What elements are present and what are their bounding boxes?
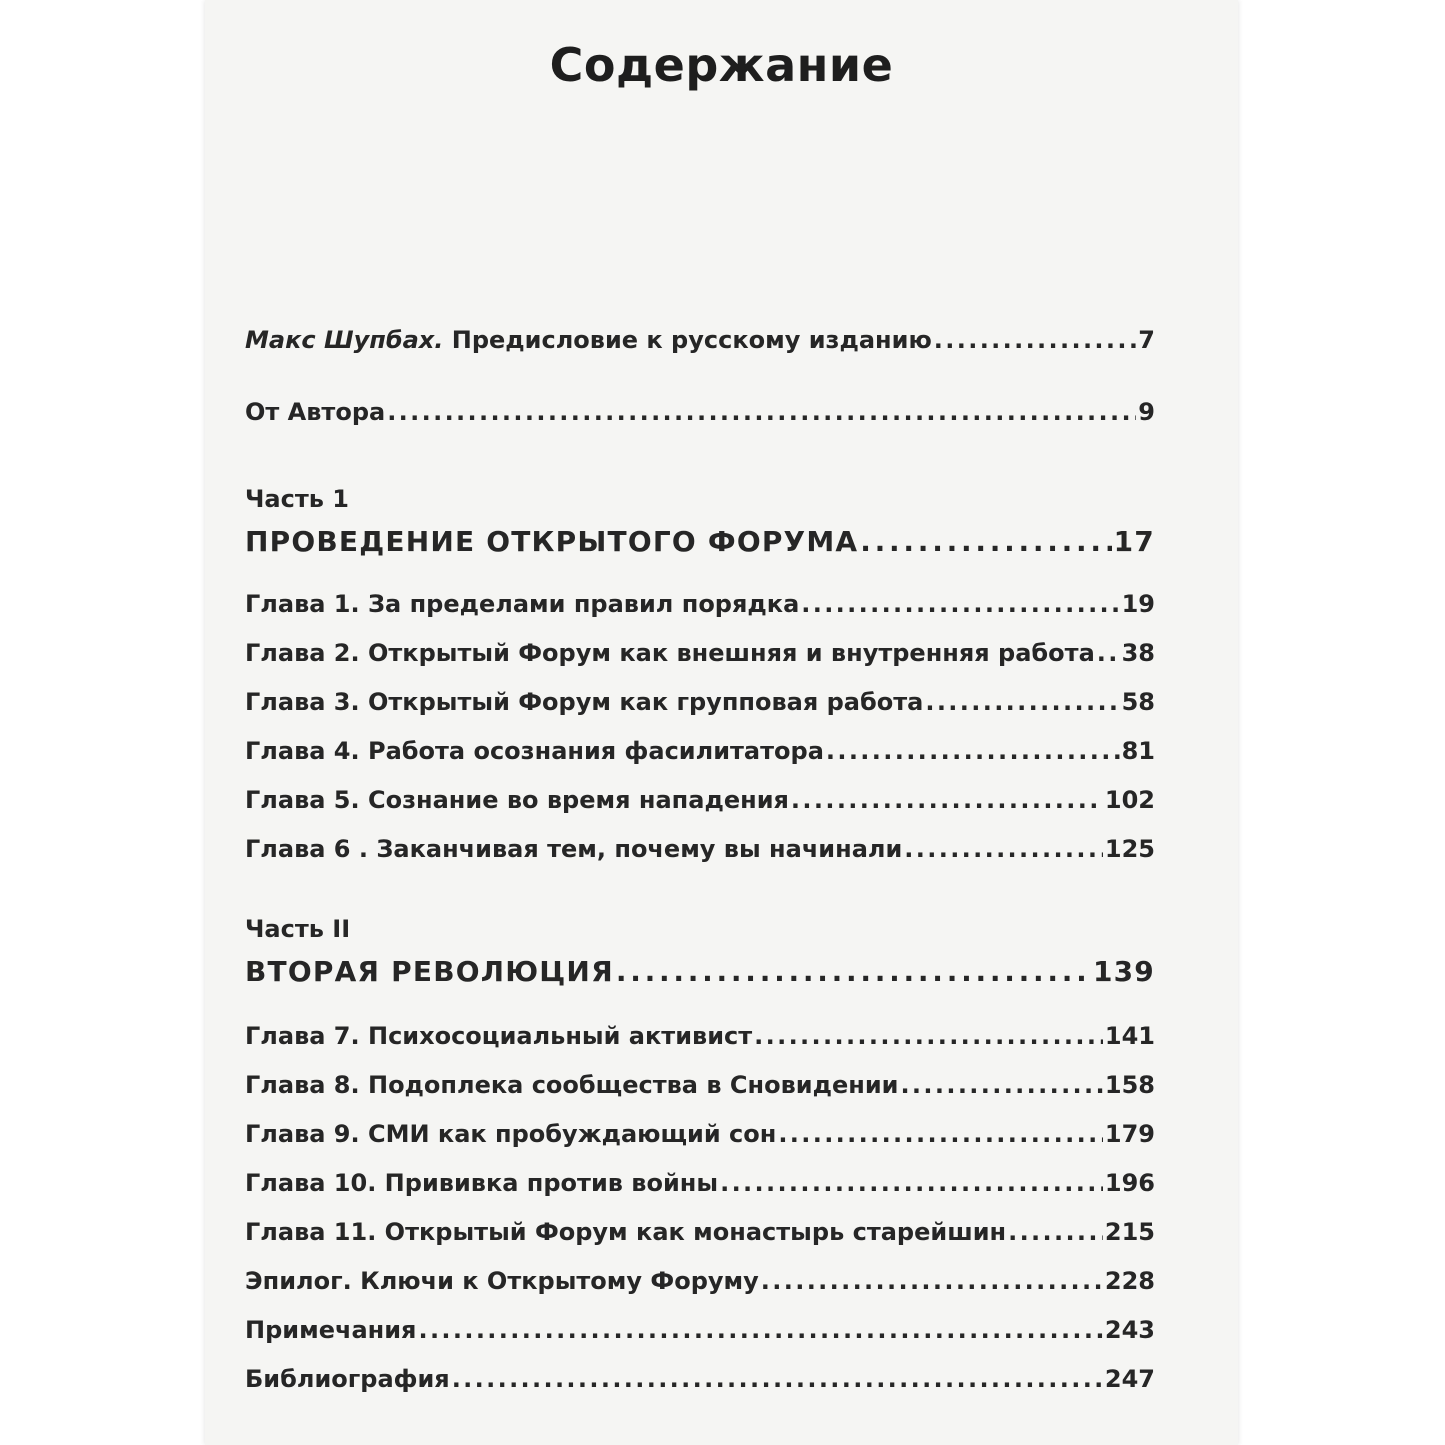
leader-dots [826,737,1120,765]
toc-entry-notes[interactable] [245,1316,1155,1344]
leader-dots [387,398,1136,426]
leader-dots [754,1022,1103,1050]
toc-entry-chapter[interactable] [245,737,1155,765]
part-title: ПРОВЕДЕНИЕ ОТКРЫТОГО ФОРУМА [245,525,859,558]
chapter-title: Глава 9. СМИ как пробуждающий сон [245,1120,777,1148]
leader-dots [801,590,1119,618]
chapter-title: Примечания [245,1316,417,1344]
page-number: 243 [1104,1316,1155,1344]
chapter-title: Глава 5. Сознание во время нападения [245,786,789,814]
toc-entry-epilogue[interactable] [245,1267,1155,1295]
toc-entry-chapter[interactable] [245,1218,1155,1246]
page-number: 102 [1104,786,1155,814]
leader-dots [418,1316,1102,1344]
chapter-title: Глава 10. Прививка против войны [245,1169,719,1197]
leader-dots [761,1267,1103,1295]
page-number: 158 [1104,1071,1155,1099]
page-number: 7 [1138,326,1155,354]
preface-author: Макс Шупбах. [245,326,444,354]
chapter-title: Библиография [245,1365,450,1393]
part2-label: Часть II [245,915,351,943]
toc-entry-chapter[interactable] [245,1022,1155,1050]
toc-entry-chapter[interactable] [245,590,1155,618]
page-number: 38 [1121,639,1155,667]
page-number: 19 [1121,590,1155,618]
toc-entry-chapter[interactable] [245,1169,1155,1197]
leader-dots [925,688,1119,716]
chapter-title: Эпилог. Ключи к Открытому Форуму [245,1267,759,1295]
page-number: 139 [1092,955,1155,988]
toc-entry-from-author[interactable] [245,398,1155,426]
leader-dots [904,835,1103,863]
leader-dots [778,1120,1103,1148]
chapter-title: Глава 4. Работа осознания фасилитатора [245,737,824,765]
leader-dots [791,786,1103,814]
chapter-title: Глава 8. Подоплека сообщества в Сновидении [245,1071,899,1099]
leader-dots [452,1365,1103,1393]
entry-title: От Автора [245,398,386,426]
leader-dots [616,955,1091,988]
chapter-title: Глава 1. За пределами правил порядка [245,590,800,618]
page-number: 228 [1104,1267,1155,1295]
leader-dots [934,326,1137,354]
leader-dots [1008,1218,1103,1246]
toc-entry-chapter[interactable] [245,688,1155,716]
chapter-title: Глава 6 . Заканчивая тем, почему вы начинали [245,835,903,863]
toc-entry-part2[interactable] [245,955,1155,988]
book-page [205,0,1238,1445]
page-number: 215 [1104,1218,1155,1246]
page-number: 81 [1121,737,1155,765]
leader-dots [900,1071,1102,1099]
page-number: 196 [1104,1169,1155,1197]
page-number: 17 [1113,525,1155,558]
leader-dots [1097,639,1120,667]
page-number: 247 [1104,1365,1155,1393]
toc-entry-chapter[interactable] [245,835,1155,863]
page-number: 58 [1121,688,1155,716]
leader-dots [720,1169,1103,1197]
preface-title: Предисловие к русскому изданию [443,326,932,354]
leader-dots [860,525,1111,558]
toc-entry-part1[interactable] [245,525,1155,558]
chapter-title: Глава 11. Открытый Форум как монастырь старейшин [245,1218,1007,1246]
page-number: 9 [1138,398,1155,426]
toc-entry-preface[interactable] [245,326,1155,354]
chapter-title: Глава 3. Открытый Форум как групповая работа [245,688,924,716]
toc-entry-chapter[interactable] [245,786,1155,814]
preface-label [245,326,932,354]
page-number: 141 [1104,1022,1155,1050]
page-number: 125 [1104,835,1155,863]
chapter-title: Глава 7. Психосоциальный активист [245,1022,753,1050]
toc-entry-chapter[interactable] [245,1120,1155,1148]
page-number: 179 [1104,1120,1155,1148]
part1-label: Часть 1 [245,485,349,513]
toc-entry-chapter[interactable] [245,639,1155,667]
chapter-title: Глава 2. Открытый Форум как внешняя и внутренняя работа [245,639,1095,667]
toc-entry-chapter[interactable] [245,1071,1155,1099]
page-title: Содержание [549,38,894,92]
toc-entry-bibliography[interactable] [245,1365,1155,1393]
part-title: ВТОРАЯ РЕВОЛЮЦИЯ [245,955,614,988]
